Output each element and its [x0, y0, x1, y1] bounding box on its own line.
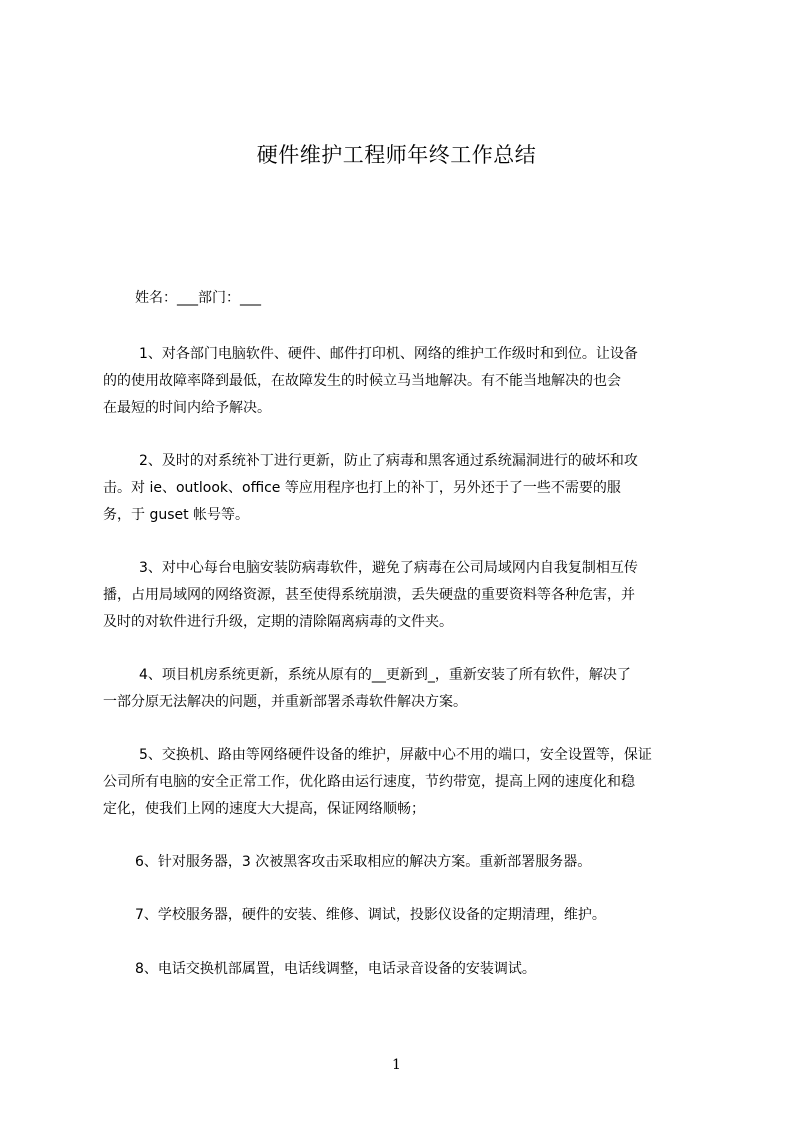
paragraph-line: 务，于 guset 帐号等。 — [103, 507, 250, 523]
paragraph-line: 4、项目机房系统更新，系统从原有的__更新到_，重新安装了所有软件，解决了 — [139, 667, 631, 683]
name-department-line: 姓名：___部门：___ — [135, 290, 261, 306]
paragraph-line: 8、电话交换机部属置，电话线调整，电话录音设备的安装调试。 — [135, 961, 536, 977]
paragraph-line: 7、学校服务器，硬件的安装、维修、调试，投影仪设备的定期清理，维护。 — [135, 907, 606, 923]
paragraph-line: 及时的对软件进行升级，定期的清除隔离病毒的文件夹。 — [103, 614, 453, 630]
paragraph-line: 3、对中心每台电脑安装防病毒软件，避免了病毒在公司局域网内自我复制相互传 — [139, 560, 638, 576]
paragraph-line: 1、对各部门电脑软件、硬件、邮件打印机、网络的维护工作级时和到位。让设备 — [139, 346, 638, 362]
document-title: 硬件维护工程师年终工作总结 — [256, 143, 537, 167]
paragraph-line: 一部分原无法解决的问题，并重新部署杀毒软件解决方案。 — [103, 694, 467, 710]
paragraph-line: 6、针对服务器，3 次被黑客攻击采取相应的解决方案。重新部署服务器。 — [135, 854, 592, 870]
page-number: 1 — [392, 1057, 401, 1073]
paragraph-line: 公司所有电脑的安全正常工作，优化路由运行速度，节约带宽，提高上网的速度化和稳 — [103, 774, 635, 790]
paragraph-line: 播，占用局域网的网络资源，甚至使得系统崩溃，丢失硬盘的重要资料等各种危害，并 — [103, 587, 635, 603]
paragraph-line: 2、及时的对系统补丁进行更新，防止了病毒和黑客通过系统漏洞进行的破坏和攻 — [139, 453, 638, 469]
paragraph-line: 5、交换机、路由等网络硬件设备的维护，屏蔽中心不用的端口，安全设置等，保证 — [139, 747, 652, 763]
paragraph-line: 定化，使我们上网的速度大大提高，保证网络顺畅； — [103, 801, 425, 817]
paragraph-line: 在最短的时间内给予解决。 — [103, 400, 271, 416]
paragraph-line: 击。对 ie、outlook、office 等应用程序也打上的补丁，另外还于了一些不需要的服 — [103, 480, 621, 496]
paragraph-line: 的的使用故障率降到最低，在故障发生的时候立马当地解决。有不能当地解决的也会 — [103, 373, 621, 389]
